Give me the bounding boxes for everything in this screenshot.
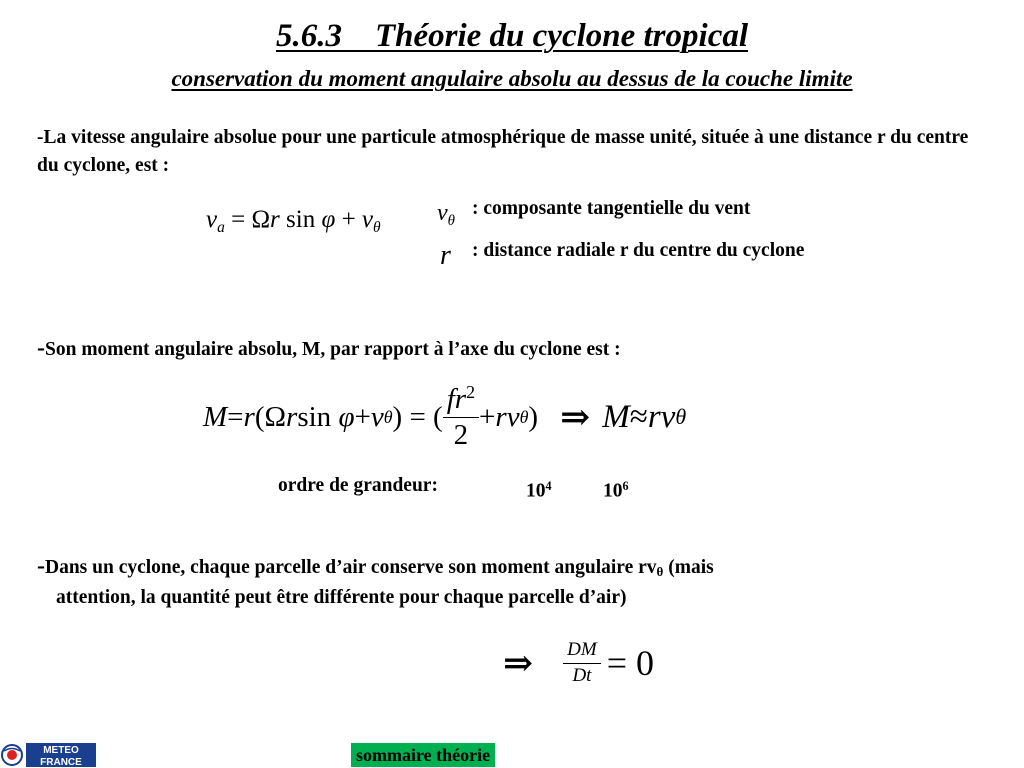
legend-desc-tangential: : composante tangentielle du vent bbox=[472, 198, 751, 219]
order-v2-exp: 6 bbox=[622, 479, 629, 493]
paragraph-angular-momentum bbox=[37, 334, 987, 364]
para3-dash: - bbox=[37, 553, 45, 579]
eq2-frac-fr: fr bbox=[446, 382, 467, 415]
eq1-phi: φ bbox=[321, 206, 336, 233]
equation-material-derivative bbox=[503, 634, 654, 692]
eq2-paren-omega: (Ω bbox=[254, 400, 287, 433]
eq1-sub-theta: θ bbox=[373, 218, 381, 236]
logo-text-top: METEO bbox=[43, 745, 79, 756]
para2-text: Son moment angulaire absolu, M, par rapport à l’axe du cyclone est : bbox=[45, 339, 621, 360]
eq2-v: v bbox=[370, 400, 384, 433]
eq2-phi: φ bbox=[338, 400, 355, 433]
eq2-close-paren: ) bbox=[528, 400, 539, 433]
order-of-magnitude-label: ordre de grandeur: bbox=[278, 475, 438, 496]
eq3-den: Dt bbox=[572, 665, 592, 686]
order-value-2 bbox=[603, 472, 629, 506]
legend-desc-radial: : distance radiale r du centre du cyclone bbox=[472, 240, 805, 261]
order-value-1 bbox=[526, 472, 552, 506]
order-v1-exp: 4 bbox=[545, 479, 552, 493]
eq1-v2: v bbox=[361, 206, 374, 233]
sommaire-theorie-link[interactable]: sommaire théorie bbox=[351, 743, 495, 767]
eq2-rv2: rv bbox=[647, 398, 676, 435]
eq1-v: v bbox=[206, 206, 218, 233]
equation-absolute-velocity bbox=[206, 206, 381, 237]
eq2-approx: ≈ bbox=[629, 398, 648, 435]
legend-v-sub: θ bbox=[447, 212, 455, 229]
meteo-france-logo-icon bbox=[0, 742, 96, 768]
legend-v: v bbox=[437, 200, 448, 226]
eq1-plus: + bbox=[335, 206, 362, 233]
eq1-sin: sin bbox=[279, 206, 316, 233]
eq1-equals-omega: = Ω bbox=[224, 206, 271, 233]
paragraph-angular-velocity: -La vitesse angulaire absolue pour une particule atmosphérique de masse unité, située à une distance r du centre du cyclone, est : bbox=[37, 127, 969, 176]
eq2-sub-theta: θ bbox=[383, 406, 393, 427]
eq2-M2: M bbox=[602, 398, 630, 435]
eq2-frac-exp: 2 bbox=[466, 381, 476, 402]
eq2-frac-num bbox=[443, 382, 479, 419]
eq2-equals: = bbox=[227, 400, 244, 433]
logo-text-bottom: FRANCE bbox=[40, 757, 82, 768]
eq2-sub-theta2: θ bbox=[519, 406, 529, 427]
para2-dash: - bbox=[37, 335, 45, 361]
eq2-sub-theta3: θ bbox=[675, 404, 687, 429]
eq3-fraction bbox=[563, 639, 601, 687]
eq2-middle: ) = ( bbox=[392, 400, 443, 433]
eq1-r: r bbox=[270, 206, 280, 233]
para3-text-a: Dans un cyclone, chaque parcelle d’air conserve son moment angulaire rv bbox=[45, 557, 657, 578]
order-v1-base: 10 bbox=[526, 480, 546, 502]
eq3-rhs: = 0 bbox=[606, 643, 655, 683]
eq2-frac-den: 2 bbox=[453, 419, 469, 452]
para3-text-b: (mais bbox=[663, 557, 714, 578]
eq2-plus2: + bbox=[479, 400, 496, 433]
slide-subtitle: conservation du moment angulaire absolu au dessus de la couche limite bbox=[171, 66, 853, 91]
eq2-rv: rv bbox=[495, 400, 520, 433]
para3-sub-theta: θ bbox=[656, 564, 664, 579]
implies-arrow-icon: ⇒ bbox=[560, 397, 591, 437]
eq2-fraction bbox=[443, 382, 479, 453]
eq2-r: r bbox=[243, 400, 255, 433]
eq1-sub-a: a bbox=[217, 218, 225, 236]
equation-angular-momentum bbox=[203, 377, 686, 457]
eq2-plus: + bbox=[354, 400, 371, 433]
eq2-r2: r bbox=[286, 400, 298, 433]
order-v2-base: 10 bbox=[603, 480, 623, 502]
eq2-M: M bbox=[203, 400, 228, 433]
legend-symbol-r: r bbox=[440, 240, 451, 271]
implies-arrow-icon-2: ⇒ bbox=[503, 643, 534, 683]
slide-title: 5.6.3 Théorie du cyclone tropical bbox=[275, 18, 749, 54]
eq2-sin: sin bbox=[297, 400, 332, 433]
legend-symbol-v-theta bbox=[437, 200, 455, 230]
paragraph-conservation-line2: attention, la quantité peut être différente pour chaque parcelle d’air) bbox=[56, 587, 627, 608]
eq3-num: DM bbox=[563, 639, 601, 664]
paragraph-conservation bbox=[37, 552, 997, 586]
